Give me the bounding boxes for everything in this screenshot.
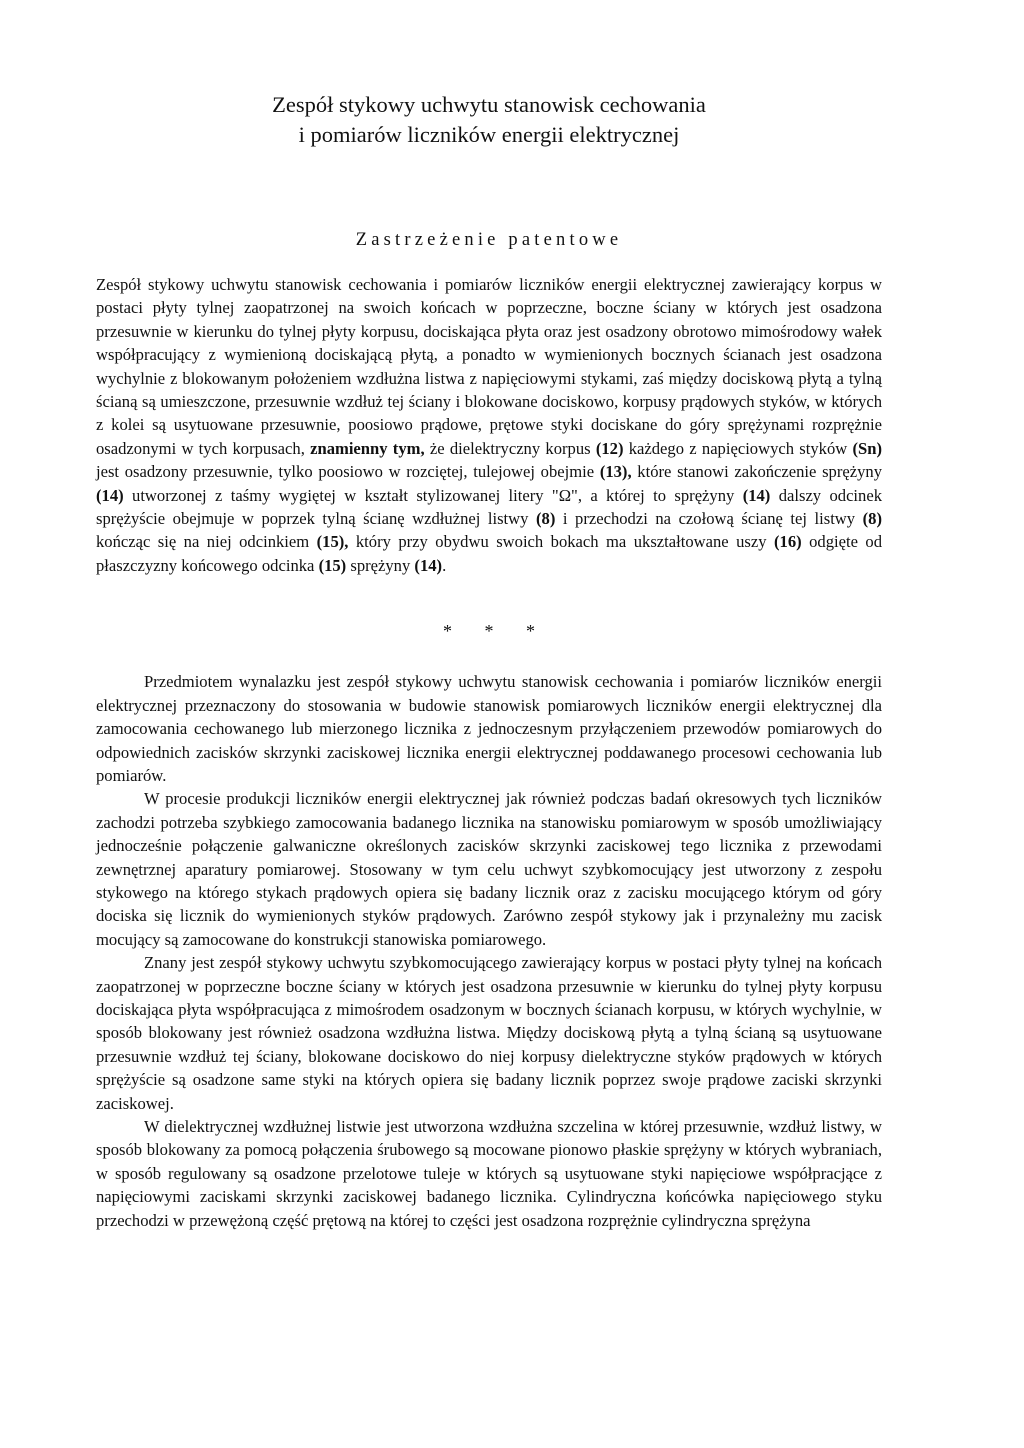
claim-text: utworzonej z taśmy wygiętej w kształt stylizowanej litery "Ω", a której to sprężyny (123, 485, 743, 505)
claim-text: i przechodzi na czołową ścianę tej listwy (555, 509, 863, 529)
reference-numeral: (15), (316, 532, 349, 552)
description-paragraph: Znany jest zespół stykowy uchwytu szybkomocującego zawierający korpus w postaci płyty tylnej na końcach zaopatrzonej w poprzeczne boczne ściany w których jest osadzona przesuwnie w kierunku do tylnej płyty korpusu dociskająca płyta współpracująca z mimośrodem osadzonym w bocznych ścianach korpusu, w których wychylnie, w sposób blokowany jest również osadzona wzdłużna listwa. Między dociskową płytą a tylną ścianą są usytuowane przesuwnie wzdłuż tej ściany, blokowane dociskowo do niej korpusy dielektryczne styków prądowych w których sprężyście są osadzone same styki na których opiera się badany licznik poprzez swoje prądowe zaciski skrzynki zaciskowej. (96, 953, 882, 1113)
claim-text: Zespół stykowy uchwytu stanowisk cechowania i pomiarów liczników energii elektrycznej zawierający korpus w postaci płyty tylnej zaopatrzonej na swoich końcach w poprzeczne, boczne ściany w których jest osadzona przesuwnie w kierunku do tylnej płyty korpusu, dociskająca płyta oraz jest osadzony obrotowo mimośrodowy wałek współpracujący z wymienioną dociskającą płytą, a ponadto w wymienionych bocznych ścianach jest osadzona wychylnie z blokowanym położeniem wzdłużna listwa z napięciowymi stykami, zaś między dociskową płytą a tylną ścianą są umieszczone, przesuwnie wzdłuż tej ściany i blokowane dociskowo, korpusy prądowych styków, w których z kolei są usytuowane przesuwnie, poosiowo prądowe, prętowe styki dociskane do góry sprężynami rozprężnie osadzonymi w tych korpusach, (96, 275, 882, 458)
section-separator: * * * (443, 621, 549, 642)
claim-text: odgięte od płaszczyzny końcowego odcinka (96, 532, 882, 575)
claim-text: sprężyny (346, 555, 415, 575)
title-line-2: i pomiarów liczników energii elektrycznej (298, 122, 680, 147)
claim-text: każdego z napięciowych styków (623, 438, 853, 458)
claim-characterizing-phrase: znamienny tym, (310, 438, 425, 458)
reference-numeral: (13), (599, 462, 632, 482)
reference-numeral: (14) (96, 485, 124, 505)
document-page (96, 90, 882, 1232)
claim-text: kończąc się na niej odcinkiem (96, 532, 317, 552)
claim-heading: Zastrzeżenie patentowe (355, 230, 623, 250)
description-paragraph: W procesie produkcji liczników energii elektrycznej jak również podczas badań okresowych tych liczników zachodzi potrzeba szybkiego zamocowania badanego licznika na stanowisku pomiarowym w sposób umożliwiający jednocześnie połączenie galwaniczne określonych zacisków skrzynki zaciskowej tego licznika z przewodami zewnętrznej aparatury pomiarowej. Stosowany w tym celu uchwyt szybkomocujący jest utworzony z zespołu stykowego na którego stykach prądowych opiera się badany licznik oraz z zacisku mocującego którym od góry dociska się licznik do wymienionych styków prądowych. Zarówno zespół stykowy jak i przynależny mu zacisk mocujący są zamocowane do konstrukcji stanowiska pomiarowego. (96, 789, 882, 949)
reference-numeral: (12) (595, 438, 624, 458)
claim-text: jest osadzony przesuwnie, tylko poosiowo w rozciętej, tulejowej obejmie (96, 462, 600, 482)
title-line-1: Zespół stykowy uchwytu stanowisk cechowania (272, 92, 706, 117)
claim-text: że dielektryczny korpus (424, 438, 596, 458)
claim-text: . (442, 555, 447, 575)
reference-numeral: (8) (536, 509, 556, 529)
claim-text: który przy obydwu swoich bokach ma ukształtowane uszy (348, 532, 774, 552)
patent-claim (96, 273, 882, 577)
reference-numeral: (15) (318, 555, 347, 575)
reference-numeral: (16) (774, 532, 802, 552)
document-title (96, 90, 882, 150)
reference-numeral: (14) (742, 485, 771, 505)
description-paragraph: W dielektrycznej wzdłużnej listwie jest utworzona wzdłużna szczelina w której przesuwnie, wzdłuż listwy, w sposób blokowany za pomocą połączenia śrubowego są mocowane pionowo płaskie sprężyny w których wybraniach, w sposób regulowany są osadzone przelotowe tuleje w których są usytuowane styki napięciowe współpracjące z napięciowymi zaciskami skrzynki zaciskowej badanego licznika. Cylindryczna końcówka napięciowego styku przechodzi w przewężoną część prętową na której to części jest osadzona rozprężnie cylindryczna sprężyna (96, 1117, 882, 1230)
reference-numeral: (8) (862, 509, 882, 529)
reference-numeral: (14) (414, 555, 443, 575)
claim-text: dalszy odcinek sprężyście obejmuje w poprzek tylną ścianę wzdłużnej listwy (96, 485, 882, 529)
claim-text: które stanowi zakończenie sprężyny (631, 462, 883, 482)
description-paragraph: Przedmiotem wynalazku jest zespół stykowy uchwytu stanowisk cechowania i pomiarów liczników energii elektrycznej przeznaczony do stosowania w budowie stanowisk pomiarowych liczników energii elektrycznej dla zamocowania cechowanego lub mierzonego licznika z jednoczesnym przyłączeniem przewodów pomiarowych do odpowiednich zacisków skrzynki zaciskowej licznika energii elektrycznej poddawanego procesowi cechowania lub pomiarów. (96, 672, 882, 785)
reference-numeral: (Sn) (852, 438, 883, 458)
